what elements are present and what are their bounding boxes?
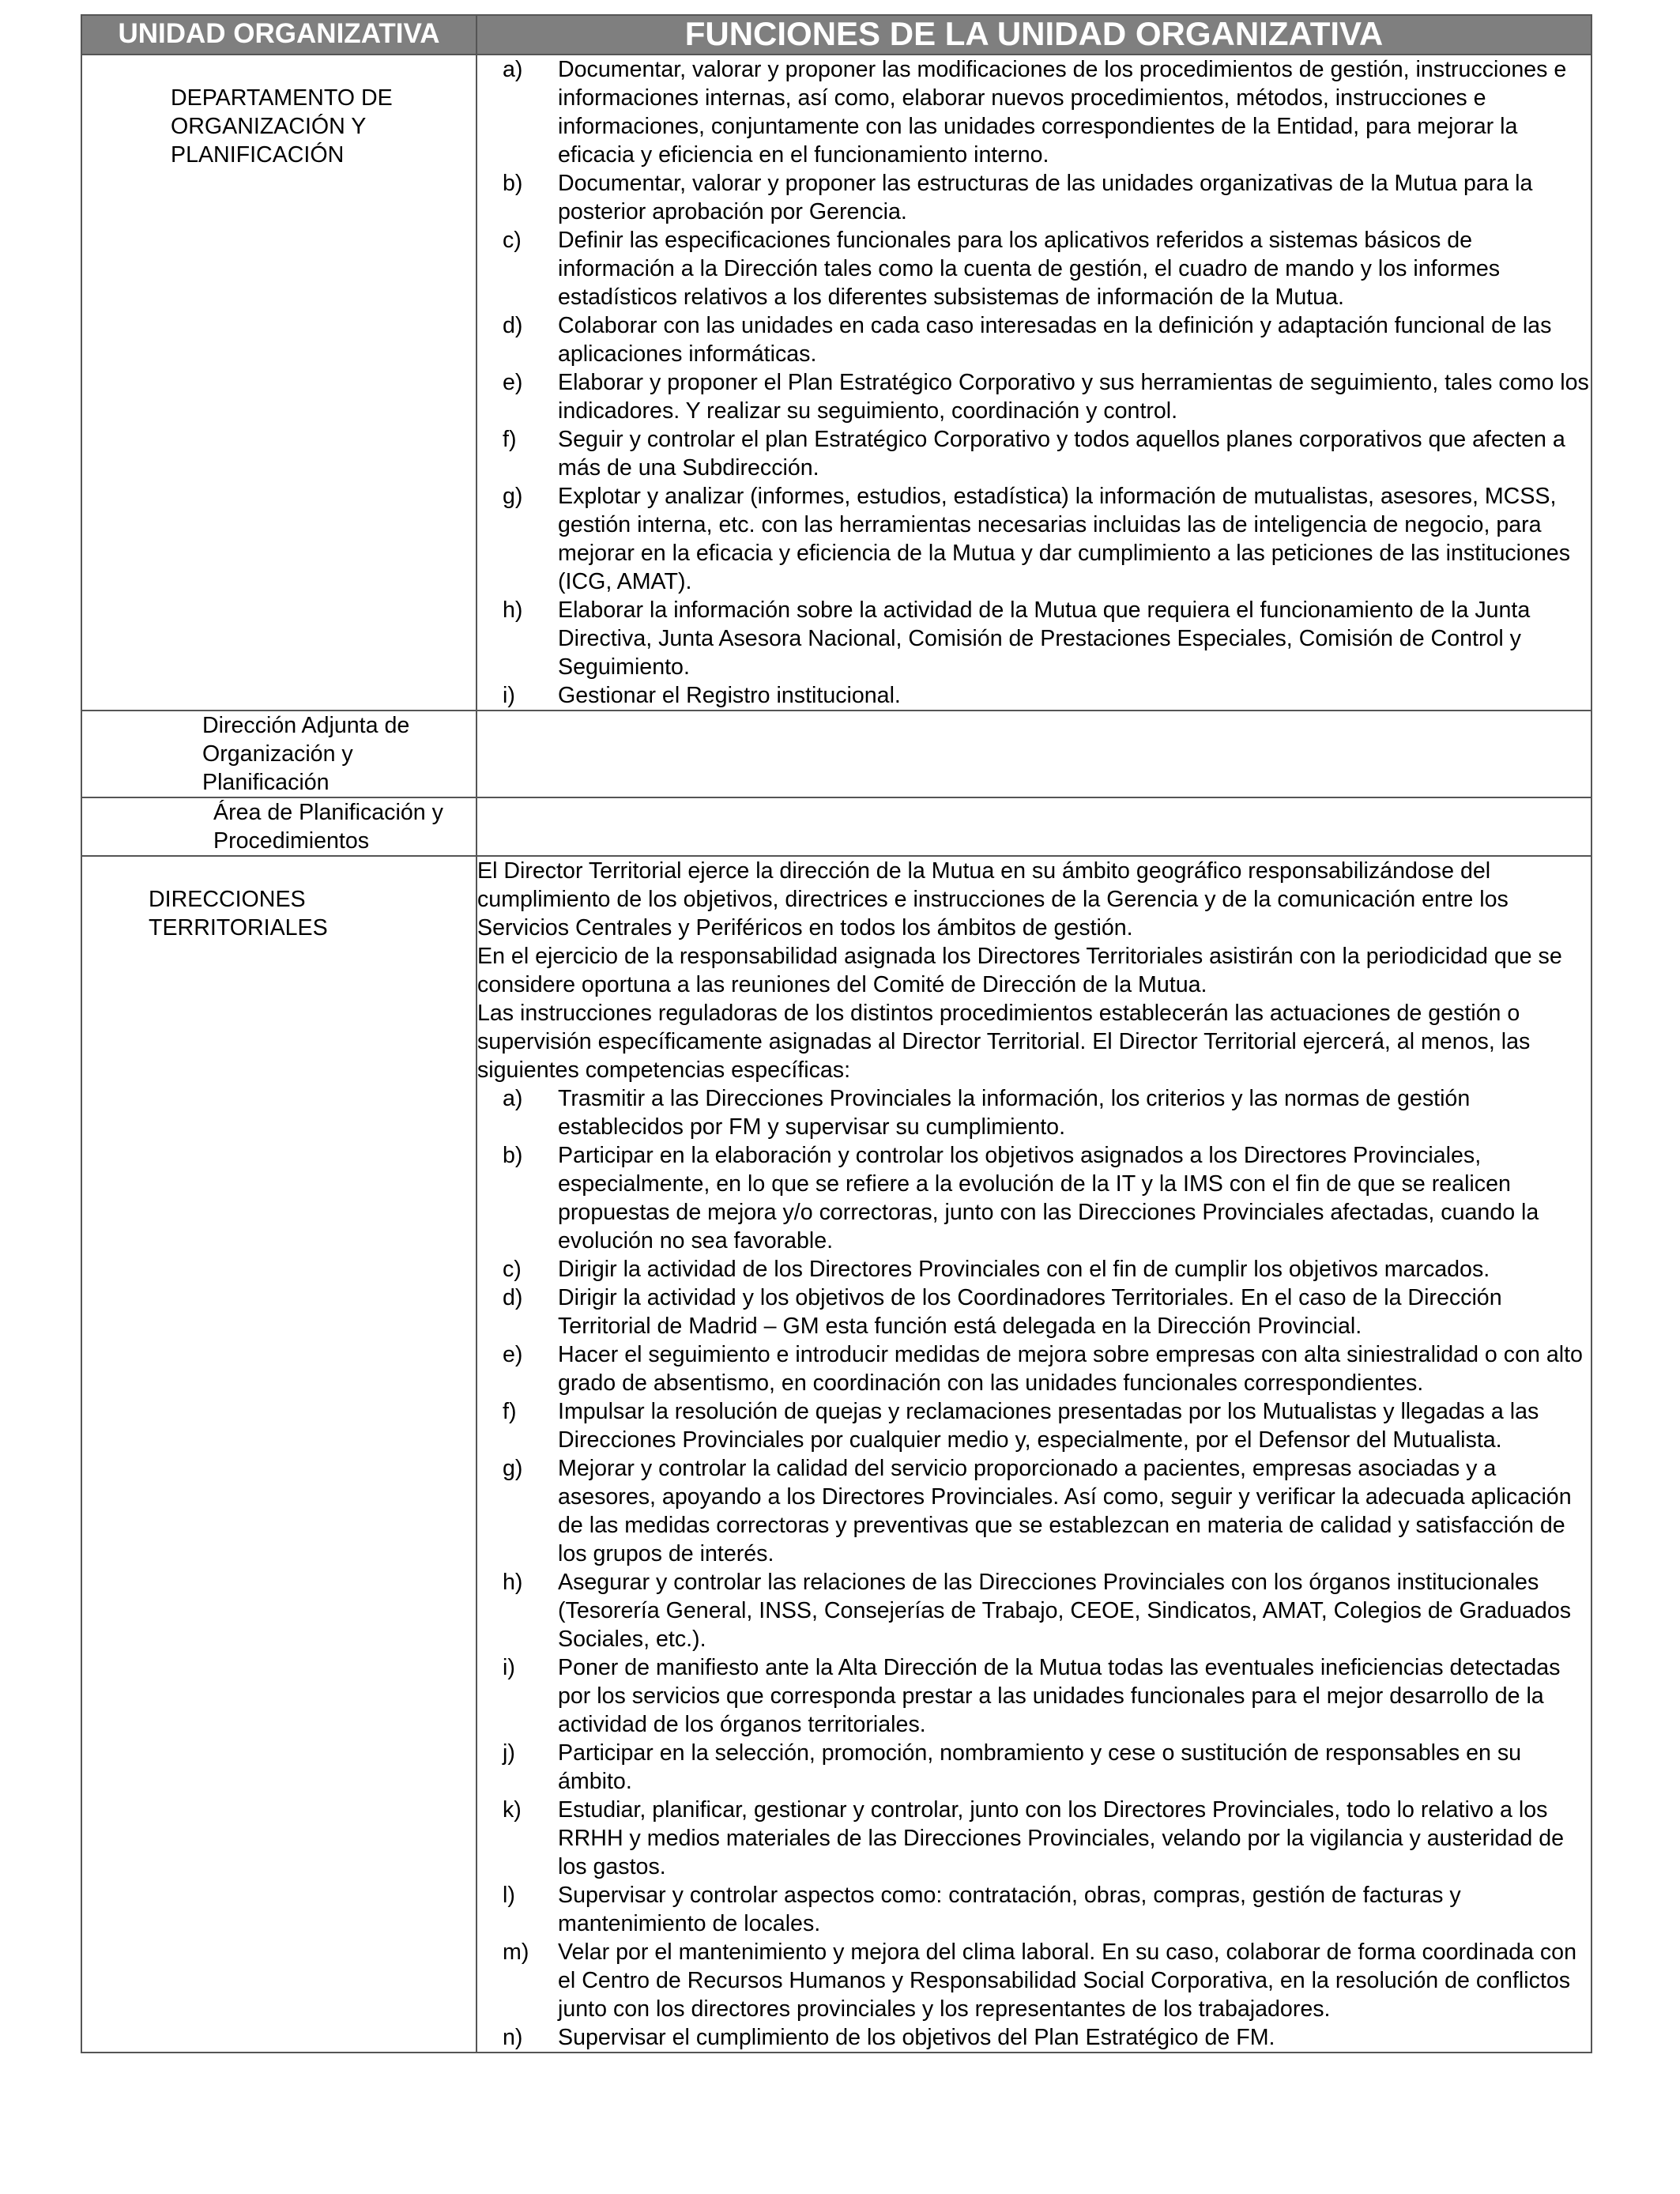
function-marker: k) (503, 1797, 522, 1823)
function-marker: g) (503, 484, 523, 509)
function-marker: f) (503, 427, 517, 452)
function-item (477, 596, 1591, 681)
unit-cell-direccion-adjunta (81, 711, 477, 797)
function-marker: a) (503, 57, 523, 82)
document-page (81, 14, 1591, 2053)
function-text: Trasmitir a las Direcciones Provinciales la información, los criterios y las normas de gestión establecidos por FM y supervisar su cumplimiento. (558, 1086, 1471, 1140)
function-item (477, 1397, 1591, 1454)
function-item (477, 1084, 1591, 1141)
function-text: Documentar, valorar y proponer las estructuras de las unidades organizativas de la Mutua para la posterior aprobación por Gerencia. (558, 171, 1533, 224)
function-item (477, 311, 1591, 368)
unit-cell-direcciones-territoriales (81, 856, 477, 2053)
function-text: Dirigir la actividad de los Directores Provinciales con el fin de cumplir los objetivos marcados. (558, 1257, 1490, 1282)
function-text: Documentar, valorar y proponer las modificaciones de los procedimientos de gestión, instrucciones e informaciones internas, así como, elaborar nuevos procedimientos, métodos, instrucciones e informaciones, conjuntamente con las unidades correspondientes de la Entidad, para mejorar la eficacia y eficiencia en el funcionamiento interno. (558, 57, 1567, 168)
function-item (477, 482, 1591, 596)
header-functions-column: FUNCIONES DE LA UNIDAD ORGANIZATIVA (477, 15, 1591, 55)
table-header-row (81, 15, 1591, 55)
function-text: Explotar y analizar (informes, estudios, estadística) la información de mutualistas, asesores, MCSS, gestión interna, etc. con las herramientas necesarias incluidas las de inteligencia de negocio, para mejorar en la eficacia y eficiencia de la Mutua y dar cumplimiento a las peticiones de las instituciones (ICG, AMAT). (558, 484, 1571, 594)
function-text: Poner de manifiesto ante la Alta Dirección de la Mutua todas las eventuales ineficiencias detectadas por los servicios que corresponda prestar a las unidades funcionales para el mejor desarrollo de la actividad de los órganos territoriales. (558, 1655, 1561, 1737)
function-item (477, 1284, 1591, 1340)
function-text: Estudiar, planificar, gestionar y controlar, junto con los Directores Provinciales, todo lo relativo a los RRHH y medios materiales de las Direcciones Provinciales, velando por la vigilancia y austeridad de los gastos. (558, 1797, 1565, 1879)
function-text: Supervisar el cumplimiento de los objetivos del Plan Estratégico de FM. (558, 2025, 1275, 2050)
function-text: Participar en la elaboración y controlar los objetivos asignados a los Directores Provinciales, especialmente, en lo que se refiere a la evolución de la IT y la IMS con el fin de que se realicen propuestas de mejora y/o correctoras, junto con las Direcciones Provinciales afectadas, cuando la evolución no sea favorable. (558, 1143, 1539, 1253)
function-text: Velar por el mantenimiento y mejora del clima laboral. En su caso, colaborar de forma coordinada con el Centro de Recursos Humanos y Responsabilidad Social Corporativa, en la resolución de conflictos junto con los directores provinciales y los representantes de los trabajadores. (558, 1940, 1576, 2022)
unit-cell-departamento (81, 55, 477, 711)
function-marker: b) (503, 171, 523, 196)
function-item (477, 681, 1591, 710)
function-marker: c) (503, 228, 522, 253)
unit-name-area-planificacion: Área de Planificación y Procedimientos (213, 800, 443, 854)
functions-cell-area-planificacion (477, 797, 1591, 856)
function-list-departamento (477, 55, 1591, 710)
function-marker: c) (503, 1257, 522, 1282)
unit-name-departamento: DEPARTAMENTO DE ORGANIZACIÓN Y PLANIFICACIÓN (171, 85, 393, 168)
intro-paragraph: En el ejercicio de la responsabilidad asignada los Directores Territoriales asistirán con la periodicidad que se considere oportuna a las reuniones del Comité de Dirección de la Mutua. (477, 944, 1562, 997)
intro-paragraph: Las instrucciones reguladoras de los distintos procedimientos establecerán las actuaciones de gestión o supervisión específicamente asignadas al Director Territorial. El Director Territorial ejercerá, al menos, las siguientes competencias específicas: (477, 1001, 1531, 1083)
function-item (477, 1141, 1591, 1255)
function-text: Dirigir la actividad y los objetivos de los Coordinadores Territoriales. En el caso de la Dirección Territorial de Madrid – GM esta función está delegada en la Dirección Provincial. (558, 1285, 1502, 1339)
function-item (477, 425, 1591, 482)
organization-table (81, 14, 1592, 2053)
function-item (477, 1568, 1591, 1653)
function-marker: h) (503, 598, 523, 623)
unit-name-direccion-adjunta: Dirección Adjunta de Organización y Planificación (202, 713, 410, 795)
function-marker: i) (503, 1655, 515, 1680)
intro-paragraph: El Director Territorial ejerce la dirección de la Mutua en su ámbito geográfico responsabilizándose del cumplimiento de los objetivos, directrices e instrucciones de la Gerencia y de la comunicación entre los Servicios Centrales y Periféricos en todos los ámbitos de gestión. (477, 858, 1509, 941)
function-item (477, 169, 1591, 226)
function-marker: e) (503, 1342, 523, 1367)
function-item (477, 1938, 1591, 2023)
function-item (477, 1340, 1591, 1397)
function-item (477, 226, 1591, 311)
function-text: Colaborar con las unidades en cada caso interesadas en la definición y adaptación funcional de las aplicaciones informáticas. (558, 313, 1552, 367)
function-item (477, 1653, 1591, 1739)
function-item (477, 1454, 1591, 1568)
function-marker: i) (503, 683, 515, 708)
function-text: Hacer el seguimiento e introducir medidas de mejora sobre empresas con alta siniestralidad o con alto grado de absentismo, en coordinación con las unidades funcionales correspondientes. (558, 1342, 1583, 1396)
function-text: Mejorar y controlar la calidad del servicio proporcionado a pacientes, empresas asociadas y a asesores, apoyando a los Directores Provinciales. Así como, seguir y verificar la adecuada aplicación de las medidas correctoras y preventivas que se establezcan en materia de calidad y satisfacción de los grupos de interés. (558, 1456, 1572, 1566)
table-row-area-planificacion (81, 797, 1591, 856)
function-text: Asegurar y controlar las relaciones de las Direcciones Provinciales con los órganos institucionales (Tesorería General, INSS, Consejerías de Trabajo, CEOE, Sindicatos, AMAT, Colegios de Graduados Sociales, etc.). (558, 1570, 1572, 1652)
function-marker: n) (503, 2025, 523, 2050)
function-text: Gestionar el Registro institucional. (558, 683, 901, 708)
table-row-direcciones-territoriales (81, 856, 1591, 2053)
function-text: Seguir y controlar el plan Estratégico Corporativo y todos aquellos planes corporativos que afecten a más de una Subdirección. (558, 427, 1565, 481)
unit-name-direcciones-territoriales: DIRECCIONES TERRITORIALES (149, 887, 328, 941)
functions-cell-direcciones-territoriales (477, 856, 1591, 2053)
function-item (477, 1255, 1591, 1284)
table-row-departamento (81, 55, 1591, 711)
header-unit-column: UNIDAD ORGANIZATIVA (81, 15, 477, 55)
table-row-direccion-adjunta (81, 711, 1591, 797)
function-list-territoriales (477, 1084, 1591, 2052)
function-marker: h) (503, 1570, 523, 1595)
function-text: Impulsar la resolución de quejas y reclamaciones presentadas por los Mutualistas y llegadas a las Direcciones Provinciales por cualquier medio y, especialmente, por el Defensor del Mutualista. (558, 1399, 1539, 1453)
function-item (477, 1881, 1591, 1938)
function-text: Elaborar y proponer el Plan Estratégico Corporativo y sus herramientas de seguimiento, tales como los indicadores. Y realizar su seguimiento, coordinación y control. (558, 370, 1589, 424)
function-marker: a) (503, 1086, 523, 1111)
function-text: Supervisar y controlar aspectos como: contratación, obras, compras, gestión de facturas y mantenimiento de locales. (558, 1883, 1461, 1936)
function-item (477, 1796, 1591, 1881)
function-marker: e) (503, 370, 523, 395)
function-item (477, 2023, 1591, 2052)
function-text: Elaborar la información sobre la actividad de la Mutua que requiera el funcionamiento de la Junta Directiva, Junta Asesora Nacional, Comisión de Prestaciones Especiales, Comisión de Control y Seguimiento. (558, 598, 1531, 680)
functions-cell-direccion-adjunta (477, 711, 1591, 797)
function-marker: d) (503, 313, 523, 338)
function-marker: j) (503, 1740, 515, 1766)
function-marker: d) (503, 1285, 523, 1310)
function-text: Definir las especificaciones funcionales para los aplicativos referidos a sistemas básicos de información a la Dirección tales como la cuenta de gestión, el cuadro de mando y los informes estadísticos relativos a los diferentes subsistemas de información de la Mutua. (558, 228, 1501, 310)
function-marker: f) (503, 1399, 517, 1424)
unit-cell-area-planificacion (81, 797, 477, 856)
function-marker: b) (503, 1143, 523, 1168)
function-marker: l) (503, 1883, 515, 1908)
functions-cell-departamento (477, 55, 1591, 711)
function-text: Participar en la selección, promoción, nombramiento y cese o sustitución de responsables en su ámbito. (558, 1740, 1522, 1794)
function-marker: m) (503, 1940, 529, 1965)
function-item (477, 1739, 1591, 1796)
function-item (477, 55, 1591, 169)
function-item (477, 368, 1591, 425)
function-marker: g) (503, 1456, 523, 1481)
